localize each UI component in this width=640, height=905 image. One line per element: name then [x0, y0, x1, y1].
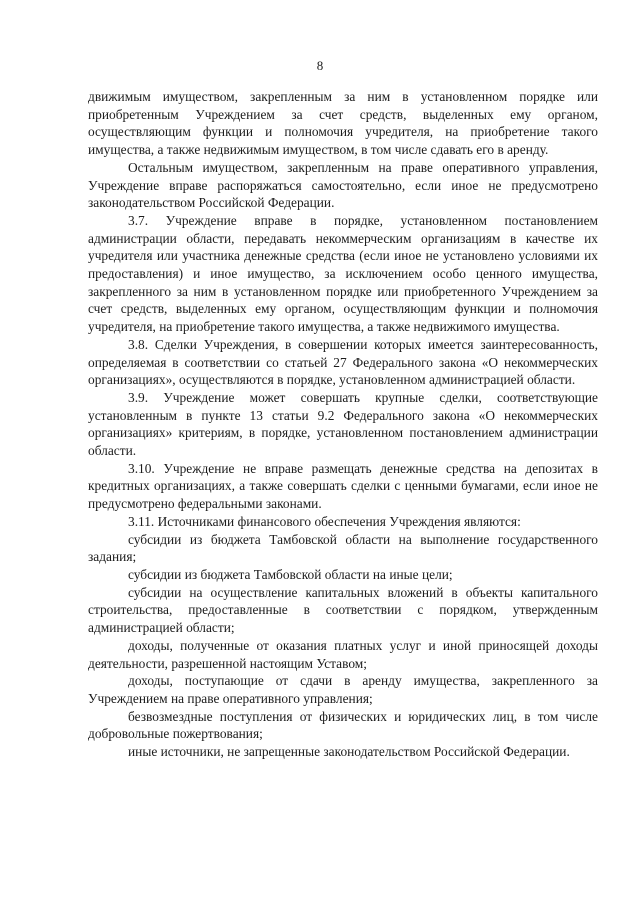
paragraph-other-property: Остальным имуществом, закрепленным на праве оперативного управления, Учреждение вправе распоряжаться самостоятельно, если иное не предусмотрено законодательством Российской Федерации.: [88, 159, 598, 211]
paragraph-clause-3-9: 3.9. Учреждение может совершать крупные сделки, соответствующие установленным в пункте 13 статьи 9.2 Федерального закона «О некоммерческих организациях» критериям, в порядке, установленном постановлением администрации области.: [88, 389, 598, 459]
list-item-subsidy-other: субсидии из бюджета Тамбовской области на иные цели;: [128, 566, 453, 582]
paragraph-continuation: движимым имуществом, закрепленным за ним в установленном порядке или приобретенным Учреждением за счет средств, выделенных ему органом, осуществляющим функции и полномочия учредителя, на приобретение такого имущества, а также недвижимым имуществом, в том числе сдавать его в аренду.: [88, 89, 598, 158]
list-item-rent: доходы, поступающие от сдачи в аренду имущества, закрепленного за Учреждением на праве оперативного управления;: [88, 673, 598, 706]
paragraph-clause-3-8: 3.8. Сделки Учреждения, в совершении которых имеется заинтересованность, определяемая в соответствии со статьей 27 Федерального закона «О некоммерческих организациях», осуществляются в порядке, установленном администрацией области.: [88, 336, 598, 388]
page-number: 8: [316, 58, 324, 73]
list-item-other-sources: иные источники, не запрещенные законодательством Российской Федерации.: [128, 744, 570, 760]
paragraph-clause-3-11: 3.11. Источниками финансового обеспечения Учреждения являются:: [128, 513, 521, 529]
paragraph-clause-3-10: 3.10. Учреждение не вправе размещать денежные средства на депозитах в кредитных организациях, а также совершать сделки с ценными бумагами, если иное не предусмотрено федеральными законами.: [88, 460, 598, 512]
list-item-subsidy-task: субсидии из бюджета Тамбовской области на выполнение государственного задания;: [88, 531, 598, 565]
list-item-donations: безвозмездные поступления от физических и юридических лиц, в том числе добровольные пожертвования;: [88, 708, 598, 742]
document-body: [88, 88, 598, 761]
list-item-paid-services: доходы, полученные от оказания платных услуг и иной приносящей доходы деятельности, разрешенной настоящим Уставом;: [88, 637, 598, 671]
list-item-subsidy-capital: субсидии на осуществление капитальных вложений в объекты капитального строительства, предоставленные в соответствии с порядком, утвержденным администрацией области;: [88, 584, 598, 636]
paragraph-clause-3-7: 3.7. Учреждение вправе в порядке, установленном постановлением администрации области, передавать некоммерческим организациям в качестве их учредителя или участника денежные средства (если иное не установлено условиями их предоставления) и иное имущество, за исключением особо ценного имущества, закрепленного за ним в установленном порядке или приобретенного Учреждением за счет средств, выделенных ему органом, осуществляющим функции и полномочия учредителя, на приобретение такого имущества, а также недвижимого имущества.: [88, 212, 598, 335]
